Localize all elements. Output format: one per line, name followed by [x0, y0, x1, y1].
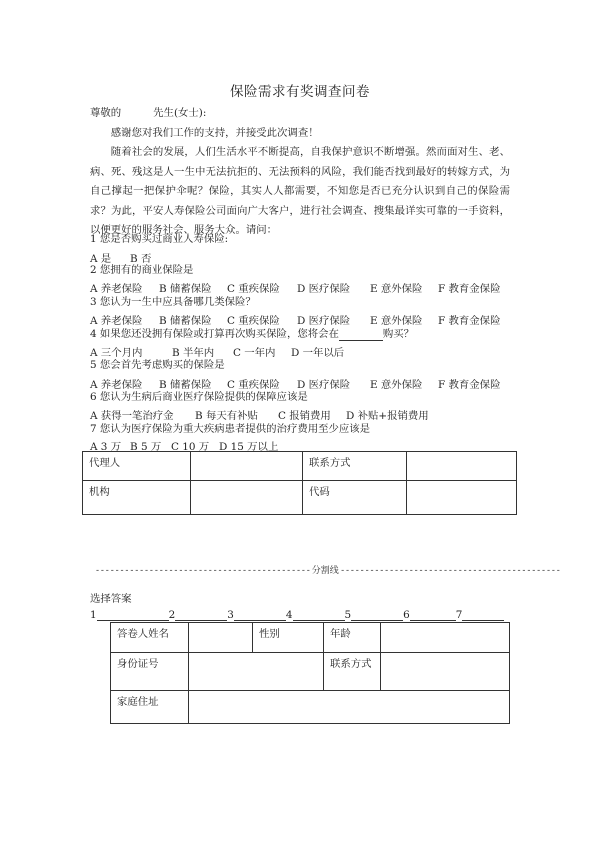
answer-number: 5 — [344, 609, 352, 621]
option[interactable]: C 报销费用 — [278, 410, 331, 422]
option[interactable]: F 教育金保险 — [438, 283, 501, 295]
divider-label: 分割线 — [311, 566, 339, 576]
answer-number: 1 — [90, 609, 97, 621]
agent-table — [82, 451, 517, 515]
option[interactable]: A 是 — [90, 253, 112, 265]
option[interactable]: C 重疾保险 — [227, 315, 280, 327]
question-7: 7 您认为医疗保险为重大疾病患者提供的治疗费用至少应该是 — [90, 423, 371, 435]
question-4-text-end: 购买？ — [382, 328, 415, 340]
question-5-options — [90, 376, 500, 391]
answer-blank[interactable] — [97, 609, 169, 621]
answer-number: 7 — [455, 609, 463, 621]
code-field[interactable] — [407, 481, 517, 515]
address-field[interactable] — [189, 691, 510, 724]
option[interactable]: C 重疾保险 — [227, 283, 280, 295]
option[interactable]: A 3 万 — [90, 441, 122, 453]
greeting-salutation: 尊敬的 — [90, 107, 122, 119]
option[interactable]: F 教育金保险 — [438, 379, 501, 391]
page-title: 保险需求有奖调查问卷 — [230, 84, 370, 100]
question-4-text: 4 如果您还没拥有保险或打算再次购买保险，您将会在 — [90, 328, 339, 340]
question-3-options — [90, 312, 500, 327]
option[interactable]: E 意外保险 — [370, 379, 423, 391]
option[interactable]: E 意外保险 — [370, 283, 423, 295]
option[interactable]: D 15 万以上 — [219, 441, 279, 453]
question-6-options — [90, 407, 429, 422]
option[interactable]: A 养老保险 — [90, 379, 143, 391]
address-label: 家庭住址 — [111, 691, 189, 724]
contact-field[interactable] — [381, 653, 510, 691]
option[interactable]: A 三个月内 — [90, 347, 143, 359]
option[interactable]: B 储蓄保险 — [159, 379, 212, 391]
option[interactable]: C 一年内 — [233, 347, 276, 359]
answer-number: 3 — [227, 609, 234, 621]
answer-blank[interactable] — [234, 609, 286, 621]
agent-label: 代理人 — [83, 452, 191, 481]
answer-blank[interactable] — [410, 609, 456, 621]
intro-section — [90, 104, 510, 241]
gender-label: 性别 — [253, 623, 324, 653]
option[interactable]: A 养老保险 — [90, 315, 143, 327]
question-6: 6 您认为生病后商业医疗保险提供的保障应该是 — [90, 391, 308, 403]
intro-thanks: 感谢您对我们工作的支持，并接受此次调查！ — [110, 126, 319, 139]
name-label: 答卷人姓名 — [111, 623, 189, 653]
org-label: 机构 — [83, 481, 191, 515]
question-5: 5 您会首先考虑购买的保险是 — [90, 359, 225, 371]
option[interactable]: E 意外保险 — [370, 315, 423, 327]
agent-field[interactable] — [191, 452, 303, 481]
option[interactable]: B 5 万 — [130, 441, 162, 453]
id-field[interactable] — [189, 653, 324, 691]
question-4-blank — [339, 329, 383, 341]
option[interactable]: D 医疗保险 — [297, 315, 351, 327]
option[interactable]: D 一年以后 — [291, 347, 345, 359]
option[interactable]: D 医疗保险 — [297, 283, 351, 295]
answer-number: 2 — [168, 609, 176, 621]
respondent-table — [110, 622, 510, 724]
question-4-options — [90, 344, 344, 359]
contact-label: 联系方式 — [324, 653, 381, 691]
option[interactable]: B 储蓄保险 — [159, 315, 212, 327]
option[interactable]: A 养老保险 — [90, 283, 143, 295]
question-2: 2 您拥有的商业保险是 — [90, 264, 194, 276]
id-label: 身份证号 — [111, 653, 189, 691]
answers-label: 选择答案 — [90, 593, 132, 605]
answer-blank[interactable] — [462, 609, 504, 621]
option[interactable]: B 半年内 — [172, 347, 215, 359]
question-2-options — [90, 280, 500, 295]
option[interactable]: B 每天有补贴 — [195, 410, 258, 422]
agent-contact-field[interactable] — [407, 452, 517, 481]
question-3: 3 您认为一生中应具备哪几类保险？ — [90, 296, 256, 308]
greeting-line — [90, 104, 510, 124]
question-1: 1 您是否购买过商业人寿保险: — [90, 233, 229, 245]
name-field[interactable] — [189, 623, 253, 653]
option[interactable]: C 重疾保险 — [227, 379, 280, 391]
option[interactable]: D 医疗保险 — [297, 379, 351, 391]
option[interactable]: F 教育金保险 — [438, 315, 501, 327]
answer-blank[interactable] — [351, 609, 403, 621]
answer-number: 6 — [403, 609, 410, 621]
answer-blank[interactable] — [293, 609, 345, 621]
question-1-options — [90, 250, 151, 265]
answer-blanks — [90, 609, 504, 621]
option[interactable]: A 获得一笔治疗金 — [90, 410, 174, 422]
org-field[interactable] — [191, 481, 303, 515]
option[interactable]: B 否 — [130, 253, 152, 265]
code-label: 代码 — [303, 481, 407, 515]
cut-divider — [96, 563, 560, 576]
greeting-suffix: 先生(女士): — [153, 107, 207, 119]
intro-body: 随着社会的发展，人们生活水平不断提高，自我保护意识不断增强。然而面对生、老、病、死、残这是人一生中无法抗拒的、无法预料的风险，我们能否找到最好的转嫁方式，为自己撑起一把保护伞呢？保险，其实人人都需要，不知您是否已充分认识到自己的保险需求？为此，平安人寿保险公司面向广大客户，进行社会调查、搜集最详实可靠的一手资料，以便更好的服务社会、服务大众。请问： — [90, 146, 510, 236]
divider-dashes-right: - - - - - - - - - - - - - - - - - - - - - - - - - - - - - - - - - - - - - - - - - - - - - — [338, 566, 560, 576]
answer-blank[interactable] — [175, 609, 227, 621]
age-label: 年龄 — [324, 623, 381, 653]
agent-contact-label: 联系方式 — [303, 452, 407, 481]
option[interactable]: C 10 万 — [171, 441, 210, 453]
divider-dashes-left: - - - - - - - - - - - - - - - - - - - - - - - - - - - - - - - - - - - - - - - - - - - - — [96, 566, 312, 576]
question-4 — [90, 328, 414, 341]
option[interactable]: B 储蓄保险 — [159, 283, 212, 295]
option[interactable]: D 补贴+报销费用 — [346, 410, 429, 422]
age-field[interactable] — [381, 623, 510, 653]
answer-number: 4 — [285, 609, 293, 621]
